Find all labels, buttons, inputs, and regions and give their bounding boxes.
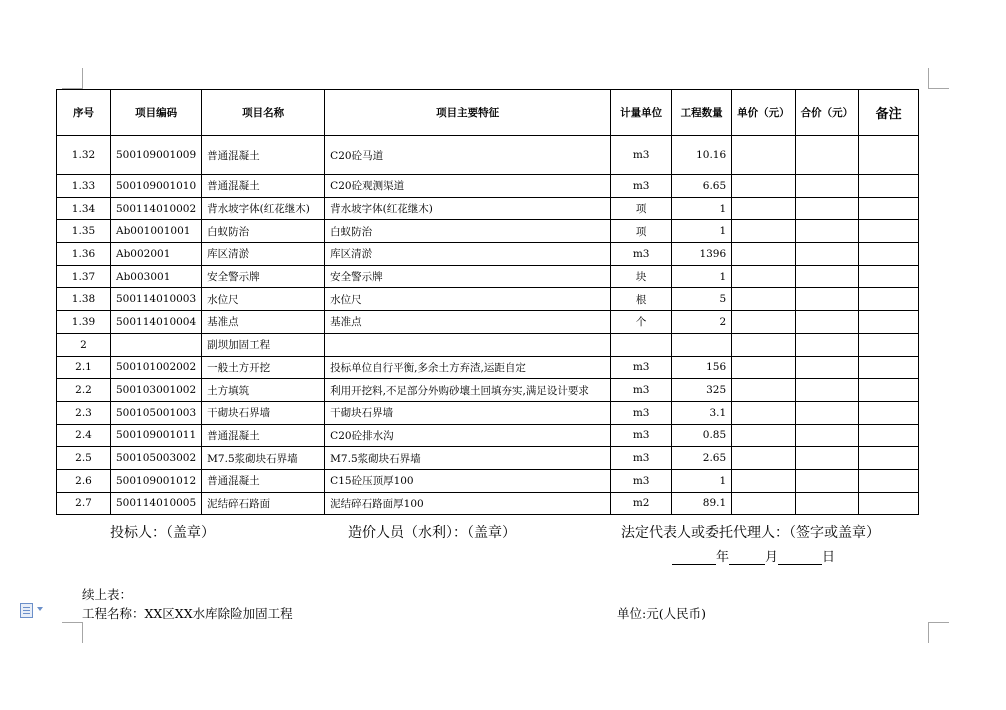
header-cell: 项目主要特征 bbox=[325, 90, 611, 136]
remark-cell bbox=[859, 243, 919, 266]
name-cell: 白蚁防治 bbox=[202, 220, 325, 243]
day-blank bbox=[778, 550, 822, 565]
total-price-cell bbox=[795, 333, 859, 356]
header-cell: 工程数量 bbox=[672, 90, 732, 136]
code-cell bbox=[111, 333, 202, 356]
seq-cell: 1.37 bbox=[57, 265, 111, 288]
seq-cell: 1.35 bbox=[57, 220, 111, 243]
code-cell: 500101002002 bbox=[111, 356, 202, 379]
document-icon[interactable] bbox=[20, 603, 33, 618]
name-cell: 干砌块石界墙 bbox=[202, 401, 325, 424]
table-row bbox=[57, 424, 919, 447]
month-label: 月 bbox=[765, 550, 779, 565]
year-label: 年 bbox=[716, 550, 730, 565]
code-cell: 500114010004 bbox=[111, 311, 202, 334]
table-row bbox=[57, 469, 919, 492]
remark-cell bbox=[859, 333, 919, 356]
remark-cell bbox=[859, 288, 919, 311]
quantity-cell: 5 bbox=[672, 288, 732, 311]
seq-cell: 1.36 bbox=[57, 243, 111, 266]
table-row bbox=[57, 220, 919, 243]
unit-price-cell bbox=[732, 401, 796, 424]
total-price-cell bbox=[795, 311, 859, 334]
name-cell: 副坝加固工程 bbox=[202, 333, 325, 356]
code-cell: 500109001009 bbox=[111, 136, 202, 175]
unit-price-cell bbox=[732, 243, 796, 266]
table-row bbox=[57, 175, 919, 198]
total-price-cell bbox=[795, 288, 859, 311]
total-price-cell bbox=[795, 401, 859, 424]
remark-cell bbox=[859, 311, 919, 334]
remark-cell bbox=[859, 469, 919, 492]
feature-cell: C15砼压顶厚100 bbox=[325, 469, 611, 492]
table-row bbox=[57, 356, 919, 379]
seq-cell: 1.33 bbox=[57, 175, 111, 198]
feature-cell: C20砼观测渠道 bbox=[325, 175, 611, 198]
total-price-cell bbox=[795, 379, 859, 402]
feature-cell: 利用开挖料,不足部分外购砂壤土回填夯实,满足设计要求 bbox=[325, 379, 611, 402]
unit-cell: 个 bbox=[611, 311, 672, 334]
remark-cell bbox=[859, 356, 919, 379]
total-price-cell bbox=[795, 265, 859, 288]
quantity-cell: 156 bbox=[672, 356, 732, 379]
currency-unit: 单位:元(人民币) bbox=[617, 606, 706, 621]
table-row bbox=[57, 288, 919, 311]
unit-price-cell bbox=[732, 136, 796, 175]
feature-cell: 泥结碎石路面厚100 bbox=[325, 492, 611, 515]
feature-cell bbox=[325, 333, 611, 356]
unit-cell: 项 bbox=[611, 220, 672, 243]
unit-cell: 根 bbox=[611, 288, 672, 311]
header-cell: 合价（元） bbox=[795, 90, 859, 136]
table-row bbox=[57, 197, 919, 220]
seq-cell: 1.38 bbox=[57, 288, 111, 311]
code-cell: 500105001003 bbox=[111, 401, 202, 424]
unit-cell: m3 bbox=[611, 379, 672, 402]
quantity-cell bbox=[672, 333, 732, 356]
unit-price-cell bbox=[732, 311, 796, 334]
remark-cell bbox=[859, 379, 919, 402]
unit-price-cell bbox=[732, 356, 796, 379]
table-row bbox=[57, 136, 919, 175]
name-cell: 普通混凝土 bbox=[202, 424, 325, 447]
table-row bbox=[57, 243, 919, 266]
code-cell: 500103001002 bbox=[111, 379, 202, 402]
name-cell: 安全警示牌 bbox=[202, 265, 325, 288]
header-cell: 单价（元） bbox=[732, 90, 796, 136]
header-cell: 项目编码 bbox=[111, 90, 202, 136]
quantity-cell: 0.85 bbox=[672, 424, 732, 447]
unit-price-cell bbox=[732, 492, 796, 515]
remark-cell bbox=[859, 197, 919, 220]
seq-cell: 2.5 bbox=[57, 447, 111, 470]
crop-mark-bottom-right bbox=[928, 622, 949, 643]
header-cell: 计量单位 bbox=[611, 90, 672, 136]
bill-of-quantities-table bbox=[56, 89, 919, 515]
total-price-cell bbox=[795, 447, 859, 470]
remark-cell bbox=[859, 175, 919, 198]
table-row bbox=[57, 265, 919, 288]
quantity-cell: 325 bbox=[672, 379, 732, 402]
quantity-cell: 10.16 bbox=[672, 136, 732, 175]
code-cell: 500109001011 bbox=[111, 424, 202, 447]
total-price-cell bbox=[795, 492, 859, 515]
quantity-cell: 2.65 bbox=[672, 447, 732, 470]
feature-cell: 基准点 bbox=[325, 311, 611, 334]
seq-cell: 2.1 bbox=[57, 356, 111, 379]
quantity-cell: 1 bbox=[672, 197, 732, 220]
code-cell: 500109001012 bbox=[111, 469, 202, 492]
name-cell: 土方填筑 bbox=[202, 379, 325, 402]
name-cell: 泥结碎石路面 bbox=[202, 492, 325, 515]
remark-cell bbox=[859, 136, 919, 175]
name-cell: M7.5浆砌块石界墙 bbox=[202, 447, 325, 470]
feature-cell: 库区清淤 bbox=[325, 243, 611, 266]
code-cell: Ab001001001 bbox=[111, 220, 202, 243]
unit-price-cell bbox=[732, 288, 796, 311]
code-cell: 500114010002 bbox=[111, 197, 202, 220]
unit-cell: m3 bbox=[611, 243, 672, 266]
quantity-cell: 1 bbox=[672, 265, 732, 288]
code-cell: 500114010005 bbox=[111, 492, 202, 515]
name-cell: 背水坡字体(红花继木) bbox=[202, 197, 325, 220]
unit-cell: m3 bbox=[611, 175, 672, 198]
feature-cell: M7.5浆砌块石界墙 bbox=[325, 447, 611, 470]
remark-cell bbox=[859, 492, 919, 515]
unit-cell: m3 bbox=[611, 469, 672, 492]
total-price-cell bbox=[795, 243, 859, 266]
table-header-row bbox=[57, 90, 919, 136]
crop-mark-bottom-left bbox=[62, 622, 83, 643]
feature-cell: 安全警示牌 bbox=[325, 265, 611, 288]
feature-cell: 背水坡字体(红花继木) bbox=[325, 197, 611, 220]
total-price-cell bbox=[795, 197, 859, 220]
name-cell: 普通混凝土 bbox=[202, 469, 325, 492]
total-price-cell bbox=[795, 220, 859, 243]
name-cell: 普通混凝土 bbox=[202, 136, 325, 175]
year-blank bbox=[672, 550, 716, 565]
seq-cell: 2.6 bbox=[57, 469, 111, 492]
table-row bbox=[57, 447, 919, 470]
seq-cell: 2.2 bbox=[57, 379, 111, 402]
unit-price-cell bbox=[732, 197, 796, 220]
seq-cell: 2 bbox=[57, 333, 111, 356]
seq-cell: 1.39 bbox=[57, 311, 111, 334]
unit-cell: m3 bbox=[611, 424, 672, 447]
total-price-cell bbox=[795, 175, 859, 198]
feature-cell: 白蚁防治 bbox=[325, 220, 611, 243]
unit-price-cell bbox=[732, 469, 796, 492]
name-cell: 水位尺 bbox=[202, 288, 325, 311]
seq-cell: 1.34 bbox=[57, 197, 111, 220]
feature-cell: 水位尺 bbox=[325, 288, 611, 311]
unit-price-cell bbox=[732, 220, 796, 243]
bidder-signature-label: 投标人：（盖章） bbox=[110, 525, 215, 541]
table-row bbox=[57, 333, 919, 356]
unit-cell: m2 bbox=[611, 492, 672, 515]
seq-cell: 2.4 bbox=[57, 424, 111, 447]
code-cell: 500109001010 bbox=[111, 175, 202, 198]
total-price-cell bbox=[795, 424, 859, 447]
remark-cell bbox=[859, 424, 919, 447]
crop-mark-top-right bbox=[928, 68, 949, 89]
unit-price-cell bbox=[732, 379, 796, 402]
continuation-label: 续上表： bbox=[82, 587, 133, 602]
code-cell: Ab003001 bbox=[111, 265, 202, 288]
unit-price-cell bbox=[732, 424, 796, 447]
header-cell: 项目名称 bbox=[202, 90, 325, 136]
total-price-cell bbox=[795, 136, 859, 175]
chevron-down-icon[interactable] bbox=[37, 607, 43, 611]
seq-cell: 2.7 bbox=[57, 492, 111, 515]
total-price-cell bbox=[795, 356, 859, 379]
quantity-cell: 1396 bbox=[672, 243, 732, 266]
crop-mark-top-left bbox=[62, 68, 83, 89]
unit-cell: m3 bbox=[611, 401, 672, 424]
quantity-cell: 3.1 bbox=[672, 401, 732, 424]
unit-cell: m3 bbox=[611, 136, 672, 175]
unit-cell: m3 bbox=[611, 356, 672, 379]
unit-cell bbox=[611, 333, 672, 356]
code-cell: Ab002001 bbox=[111, 243, 202, 266]
day-label: 日 bbox=[822, 550, 836, 565]
unit-cell: 项 bbox=[611, 197, 672, 220]
remark-cell bbox=[859, 220, 919, 243]
code-cell: 500114010003 bbox=[111, 288, 202, 311]
remark-cell bbox=[859, 447, 919, 470]
total-price-cell bbox=[795, 469, 859, 492]
unit-price-cell bbox=[732, 265, 796, 288]
seq-cell: 1.32 bbox=[57, 136, 111, 175]
unit-price-cell bbox=[732, 447, 796, 470]
cost-staff-signature-label: 造价人员（水利）：（盖章） bbox=[348, 525, 516, 541]
quantity-cell: 89.1 bbox=[672, 492, 732, 515]
legal-representative-signature-label: 法定代表人或委托代理人：（签字或盖章） bbox=[621, 525, 880, 541]
seq-cell: 2.3 bbox=[57, 401, 111, 424]
signing-date bbox=[672, 546, 835, 565]
table-row bbox=[57, 401, 919, 424]
name-cell: 一般土方开挖 bbox=[202, 356, 325, 379]
feature-cell: C20砼马道 bbox=[325, 136, 611, 175]
name-cell: 库区清淤 bbox=[202, 243, 325, 266]
name-cell: 普通混凝土 bbox=[202, 175, 325, 198]
code-cell: 500105003002 bbox=[111, 447, 202, 470]
quantity-cell: 2 bbox=[672, 311, 732, 334]
table-row bbox=[57, 379, 919, 402]
unit-cell: 块 bbox=[611, 265, 672, 288]
remark-cell bbox=[859, 265, 919, 288]
project-name: 工程名称：XX区XX水库除险加固工程 bbox=[82, 606, 293, 621]
header-cell: 备注 bbox=[859, 90, 919, 136]
unit-price-cell bbox=[732, 175, 796, 198]
month-blank bbox=[729, 550, 765, 565]
name-cell: 基准点 bbox=[202, 311, 325, 334]
feature-cell: 干砌块石界墙 bbox=[325, 401, 611, 424]
header-cell: 序号 bbox=[57, 90, 111, 136]
unit-price-cell bbox=[732, 333, 796, 356]
quantity-cell: 1 bbox=[672, 469, 732, 492]
quantity-cell: 1 bbox=[672, 220, 732, 243]
table-row bbox=[57, 311, 919, 334]
unit-cell: m3 bbox=[611, 447, 672, 470]
remark-cell bbox=[859, 401, 919, 424]
table-row bbox=[57, 492, 919, 515]
quantity-cell: 6.65 bbox=[672, 175, 732, 198]
feature-cell: 投标单位自行平衡,多余土方弃渣,运距自定 bbox=[325, 356, 611, 379]
feature-cell: C20砼排水沟 bbox=[325, 424, 611, 447]
